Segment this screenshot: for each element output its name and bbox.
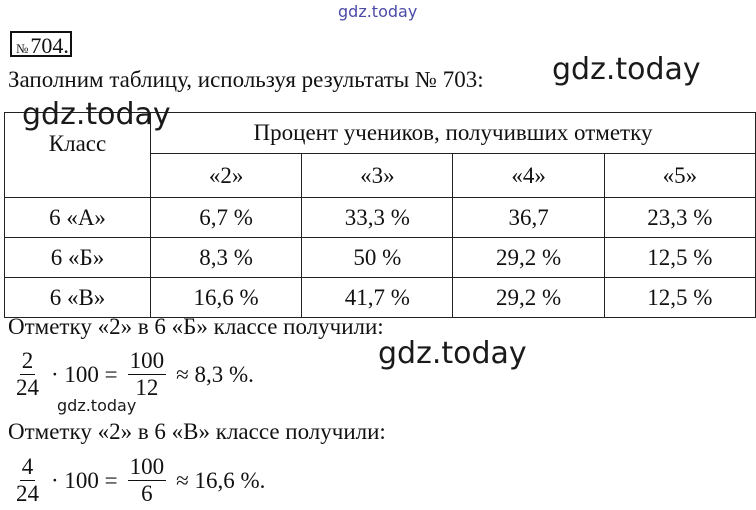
value-cell: 8,3 % [151, 238, 302, 278]
denominator: 6 [141, 481, 153, 506]
class-cell: 6 «В» [5, 278, 151, 318]
value-cell: 41,7 % [302, 278, 453, 318]
value-cell: 33,3 % [302, 198, 453, 238]
value-cell: 12,5 % [604, 278, 755, 318]
solution-line-1: Отметку «2» в 6 «Б» классе получили: [8, 314, 384, 339]
denominator: 12 [135, 375, 159, 400]
result: ≈ 8,3 %. [176, 361, 254, 387]
problem-number [10, 31, 72, 57]
table-row [5, 278, 756, 318]
multiply-operator: · 100 = [51, 467, 118, 493]
problem-number-value: 704. [30, 33, 69, 58]
value-cell: 29,2 % [453, 278, 604, 318]
solution-line-2: Отметку «2» в 6 «В» классе получили: [8, 419, 386, 444]
watermark: gdz.today [378, 336, 527, 371]
class-header: Класс [5, 113, 151, 198]
class-cell: 6 «Б» [5, 238, 151, 278]
grade-header: «4» [453, 154, 604, 198]
intro-text: Заполним таблицу, используя результаты № 703: [8, 67, 484, 92]
value-cell: 16,6 % [151, 278, 302, 318]
fraction [14, 348, 41, 401]
watermark: gdz.today [552, 52, 701, 87]
value-cell: 23,3 % [604, 198, 755, 238]
numerator: 100 [129, 348, 165, 373]
watermark: gdz.today [57, 396, 137, 415]
table-row [5, 198, 756, 238]
formula-1 [10, 348, 260, 401]
value-cell: 12,5 % [604, 238, 755, 278]
value-cell: 36,7 [453, 198, 604, 238]
number-sign: № [16, 41, 29, 56]
grades-table [4, 112, 756, 318]
grade-header: «2» [151, 154, 302, 198]
watermark-top: gdz.today [338, 2, 418, 21]
result: ≈ 16,6 %. [176, 467, 266, 493]
numerator: 4 [21, 454, 34, 479]
grade-header: «3» [302, 154, 453, 198]
denominator: 24 [16, 481, 39, 506]
percent-header: Процент учеников, получивших отметку [151, 113, 756, 154]
value-cell: 50 % [302, 238, 453, 278]
fraction [14, 454, 41, 507]
multiply-operator: · 100 = [51, 361, 118, 387]
denominator: 24 [16, 375, 39, 400]
fraction [128, 454, 167, 507]
grade-header: «5» [604, 154, 755, 198]
value-cell: 6,7 % [151, 198, 302, 238]
numerator: 100 [129, 454, 165, 479]
formula-2 [10, 454, 271, 507]
value-cell: 29,2 % [453, 238, 604, 278]
numerator: 2 [21, 348, 34, 373]
table-row [5, 238, 756, 278]
class-cell: 6 «А» [5, 198, 151, 238]
fraction [128, 348, 167, 401]
watermark: gdz.today [22, 97, 171, 132]
